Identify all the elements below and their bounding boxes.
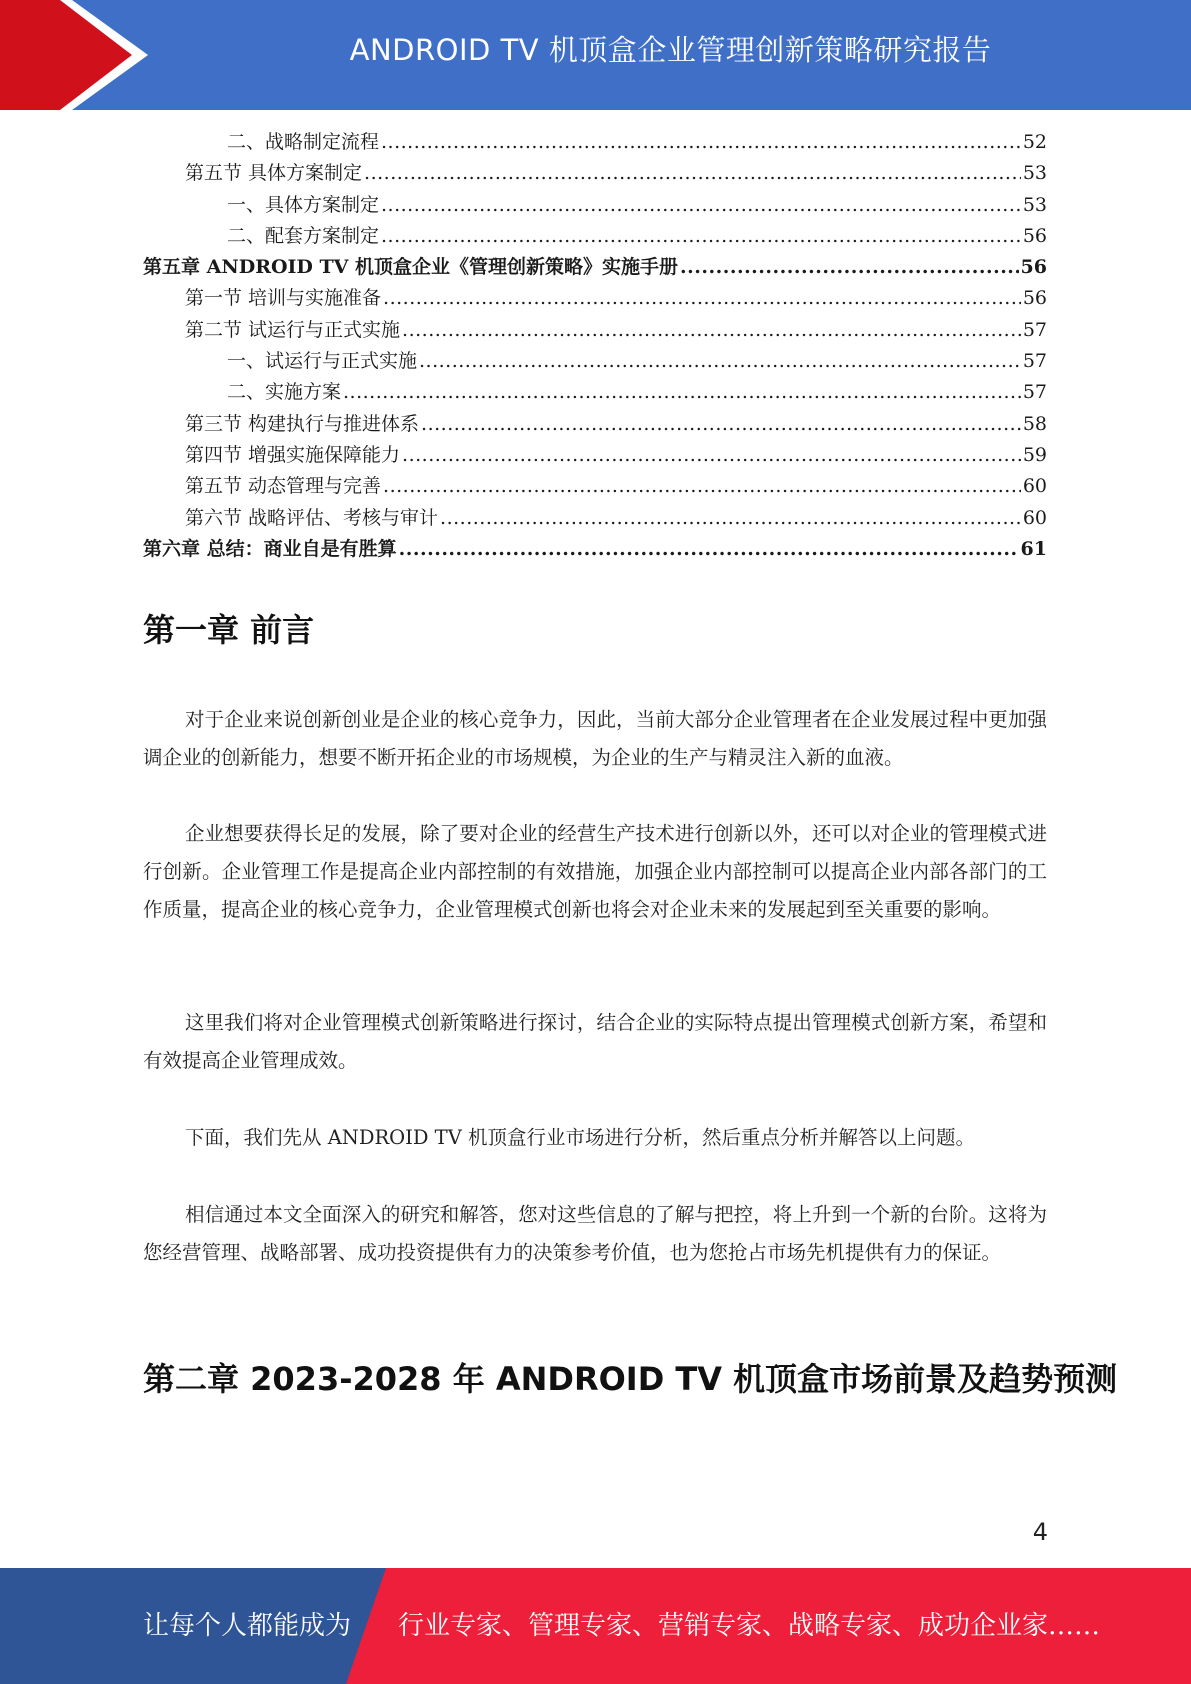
toc-entry-page: 56: [1020, 256, 1047, 279]
page-footer: [0, 1568, 1191, 1684]
toc-entry-page: 58: [1022, 412, 1047, 435]
toc-chapter-entry[interactable]: [143, 534, 1047, 565]
body-paragraph: 这里我们将对企业管理模式创新策略进行探讨，结合企业的实际特点提出管理模式创新方案，希望和有效提高企业管理成效。: [143, 1011, 1047, 1072]
toc-entry-title: 第五章 ANDROID TV 机顶盒企业《管理创新策略》实施手册: [143, 256, 679, 279]
toc-entry[interactable]: [143, 346, 1047, 377]
toc-entry-page: 53: [1022, 162, 1047, 185]
toc-entry-title: 第五节 动态管理与完善: [185, 475, 382, 498]
toc-entry-title: 第一节 培训与实施准备: [185, 287, 382, 310]
toc-entry[interactable]: [143, 190, 1047, 221]
toc-entry-page: 59: [1022, 443, 1047, 466]
toc-leader-dots: [421, 413, 1021, 435]
toc-entry[interactable]: [143, 158, 1047, 189]
page-header: [0, 0, 1191, 110]
toc-leader-dots: [381, 131, 1021, 153]
toc-leader-dots: [381, 225, 1021, 247]
toc-entry-title: 一、具体方案制定: [227, 193, 380, 216]
toc-leader-dots: [343, 381, 1021, 403]
body-paragraph: 相信通过本文全面深入的研究和解答，您对这些信息的了解与把控，将上升到一个新的台阶。这将为您经营管理、战略部署、成功投资提供有力的决策参考价值，也为您抢占市场先机提供有力的保证。: [143, 1203, 1047, 1264]
toc-entry-page: 53: [1022, 193, 1047, 216]
toc-entry-page: 60: [1022, 475, 1047, 498]
toc-leader-dots: [399, 538, 1019, 560]
toc-entry[interactable]: [143, 221, 1047, 252]
toc-entry-page: 60: [1022, 506, 1047, 529]
toc-chapter-entry[interactable]: [143, 252, 1047, 283]
toc-entry[interactable]: [143, 377, 1047, 408]
toc-leader-dots: [383, 475, 1021, 497]
toc-entry-title: 第五节 具体方案制定: [185, 162, 363, 185]
toc-entry[interactable]: [143, 315, 1047, 346]
toc-leader-dots: [381, 194, 1021, 216]
toc-entry-title: 第二节 试运行与正式实施: [185, 318, 401, 341]
toc-leader-dots: [419, 350, 1021, 372]
footer-slogan-left: 让每个人都能成为: [143, 1611, 352, 1641]
toc-entry-title: 第六节 战略评估、考核与审计: [185, 506, 439, 529]
toc-leader-dots: [440, 507, 1021, 529]
toc-entry-title: 一、试运行与正式实施: [227, 350, 418, 373]
body-paragraph: 企业想要获得长足的发展，除了要对企业的经营生产技术进行创新以外，还可以对企业的管理模式进行创新。企业管理工作是提高企业内部控制的有效措施，加强企业内部控制可以提高企业内部各部门的工作质量，提高企业的核心竞争力，企业管理模式创新也将会对企业未来的发展起到至关重要的影响。: [143, 822, 1047, 921]
toc-entry[interactable]: [143, 503, 1047, 534]
chapter-2-heading: 第二章 2023-2028 年 ANDROID TV 机顶盒市场前景及趋势预测: [143, 1360, 1118, 1398]
footer-slogan-right: 行业专家、管理专家、营销专家、战略专家、成功企业家……: [398, 1611, 1101, 1641]
toc-entry-page: 57: [1022, 350, 1047, 373]
toc-entry-title: 二、实施方案: [227, 381, 342, 404]
report-title: ANDROID TV 机顶盒企业管理创新策略研究报告: [349, 33, 992, 67]
toc-entry-title: 二、配套方案制定: [227, 224, 380, 247]
toc-leader-dots: [364, 162, 1021, 184]
toc-entry-page: 52: [1022, 131, 1047, 153]
toc-entry-page: 56: [1022, 224, 1047, 247]
toc-entry-page: 57: [1022, 381, 1047, 404]
toc-entry-title: 第四节 增强实施保障能力: [185, 443, 401, 466]
toc-leader-dots: [383, 287, 1021, 309]
toc-entry[interactable]: [143, 127, 1047, 158]
toc-entry-title: 第六章 总结：商业自是有胜算: [143, 537, 397, 560]
toc-entry-title: 二、战略制定流程: [227, 131, 380, 153]
body-paragraph: 下面，我们先从 ANDROID TV 机顶盒行业市场进行分析，然后重点分析并解答以上问题。: [185, 1126, 975, 1149]
toc-leader-dots: [402, 444, 1021, 466]
toc-entry[interactable]: [143, 471, 1047, 502]
toc-entry-page: 57: [1022, 318, 1047, 341]
toc-entry[interactable]: [143, 409, 1047, 440]
page-number: 4: [1032, 1518, 1048, 1546]
toc-leader-dots: [680, 256, 1019, 278]
toc-entry-page: 56: [1022, 287, 1047, 310]
toc-entry-page: 61: [1020, 537, 1047, 560]
table-of-contents: [143, 127, 1047, 565]
chevron-arrow-logo: [0, 0, 160, 110]
chapter-1-heading: 第一章 前言: [143, 611, 315, 649]
toc-entry-title: 第三节 构建执行与推进体系: [185, 412, 420, 435]
toc-leader-dots: [402, 319, 1021, 341]
toc-entry[interactable]: [143, 440, 1047, 471]
toc-entry[interactable]: [143, 283, 1047, 314]
body-paragraph: 对于企业来说创新创业是企业的核心竞争力，因此，当前大部分企业管理者在企业发展过程中更加强调企业的创新能力，想要不断开拓企业的市场规模，为企业的生产与精灵注入新的血液。: [143, 708, 1047, 769]
